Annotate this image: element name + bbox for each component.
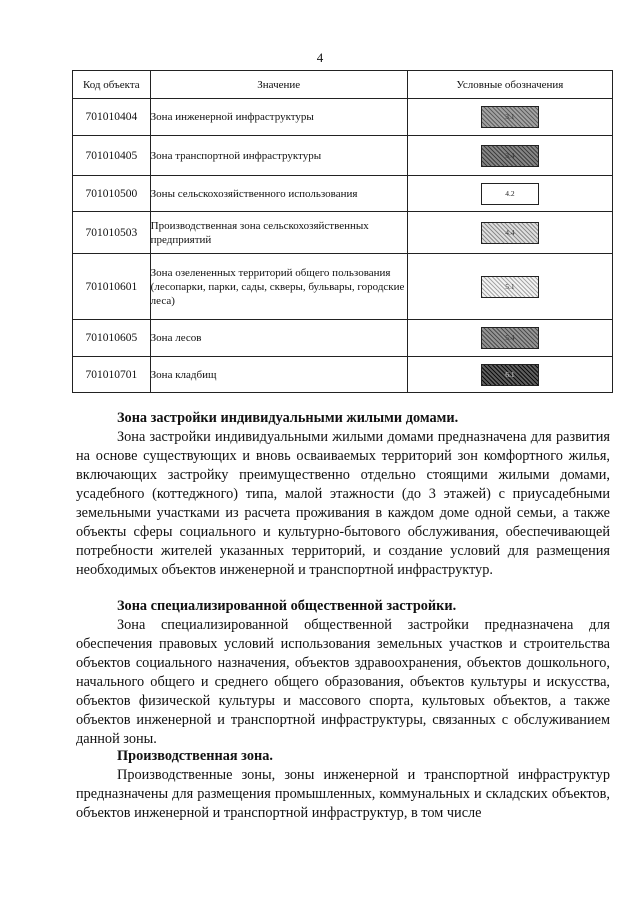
object-code: 701010405 [73,136,151,176]
zone-name: Зона озелененных территорий общего пользования (лесопарки, парки, сады, скверы, бульвары, городские леса) [150,254,407,320]
object-code: 701010503 [73,212,151,254]
section-paragraph: Производственные зоны, зоны инженерной и транспортной инфраструктур предназначены для размещения промышленных, коммунальных и складских объектов, объектов инженерной и транспортной инфраструктур, в том числе [76,767,610,821]
object-code: 701010601 [73,254,151,320]
header-symbol: Условные обозначения [407,71,612,99]
page-number: 4 [316,50,324,65]
zone-symbol-swatch: 4.4 [481,222,539,244]
zone-symbol-swatch: 6.1 [481,364,539,386]
table-row [73,176,613,212]
object-code: 701010701 [73,357,151,393]
section-specialized-public [76,597,610,749]
zone-symbol-swatch: 3.4 [481,145,539,167]
zone-symbol-swatch: 3.1 [481,106,539,128]
zone-symbol-swatch: 4.2 [481,183,539,205]
zone-name: Производственная зона сельскохозяйственных предприятий [150,212,407,254]
zone-name: Зона инженерной инфраструктуры [150,99,407,136]
zone-legend-table [72,70,613,393]
section-heading: Зона специализированной общественной застройки. [117,598,457,614]
section-individual-housing [76,409,610,580]
header-code: Код объекта [73,71,151,99]
object-code: 701010404 [73,99,151,136]
section-heading: Производственная зона. [117,748,273,764]
zone-name: Зона транспортной инфраструктуры [150,136,407,176]
object-code: 701010605 [73,320,151,357]
zone-name: Зона лесов [150,320,407,357]
table-row [73,99,613,136]
table-row [73,254,613,320]
object-code: 701010500 [73,176,151,212]
table-header-row [73,71,613,99]
table-row [73,357,613,393]
section-paragraph: Зона застройки индивидуальными жилыми домами предназначена для развития на основе существующих и вновь осваиваемых территорий зон комфортного жилья, включающих застройку преимущественно отдельно стоящими жилыми домами, усадебного (коттеджного) типа, малой этажности (до 3 этажей) с приусадебными земельными участками из расчета проживания в каждом доме одной семьи, а также объекты сферы социального и культурно-бытового обслуживания, обеспечивающей потребности жителей указанных территорий, и создание условий для размещения необходимых объектов инженерной и транспортной инфраструктур. [76,429,610,578]
table-row [73,212,613,254]
section-paragraph: Зона специализированной общественной застройки предназначена для обеспечения правовых условий использования земельных участков и строительства объектов социального назначения, объектов здравоохранения, объектов дошкольного, начального общего и среднего общего образования, объектов культуры и искусства, объектов физической культуры и массового спорта, культовых объектов, а также объектов инженерной и транспортной инфраструктуры, связанных с обслуживанием данной зоны. [76,617,610,747]
section-industrial [76,747,610,823]
header-name: Значение [150,71,407,99]
section-heading: Зона застройки индивидуальными жилыми домами. [117,410,459,426]
zone-symbol-swatch: 5.1 [481,276,539,298]
zone-symbol-swatch: 5.4 [481,327,539,349]
table-row [73,320,613,357]
zone-name: Зоны сельскохозяйственного использования [150,176,407,212]
table-row [73,136,613,176]
zone-name: Зона кладбищ [150,357,407,393]
